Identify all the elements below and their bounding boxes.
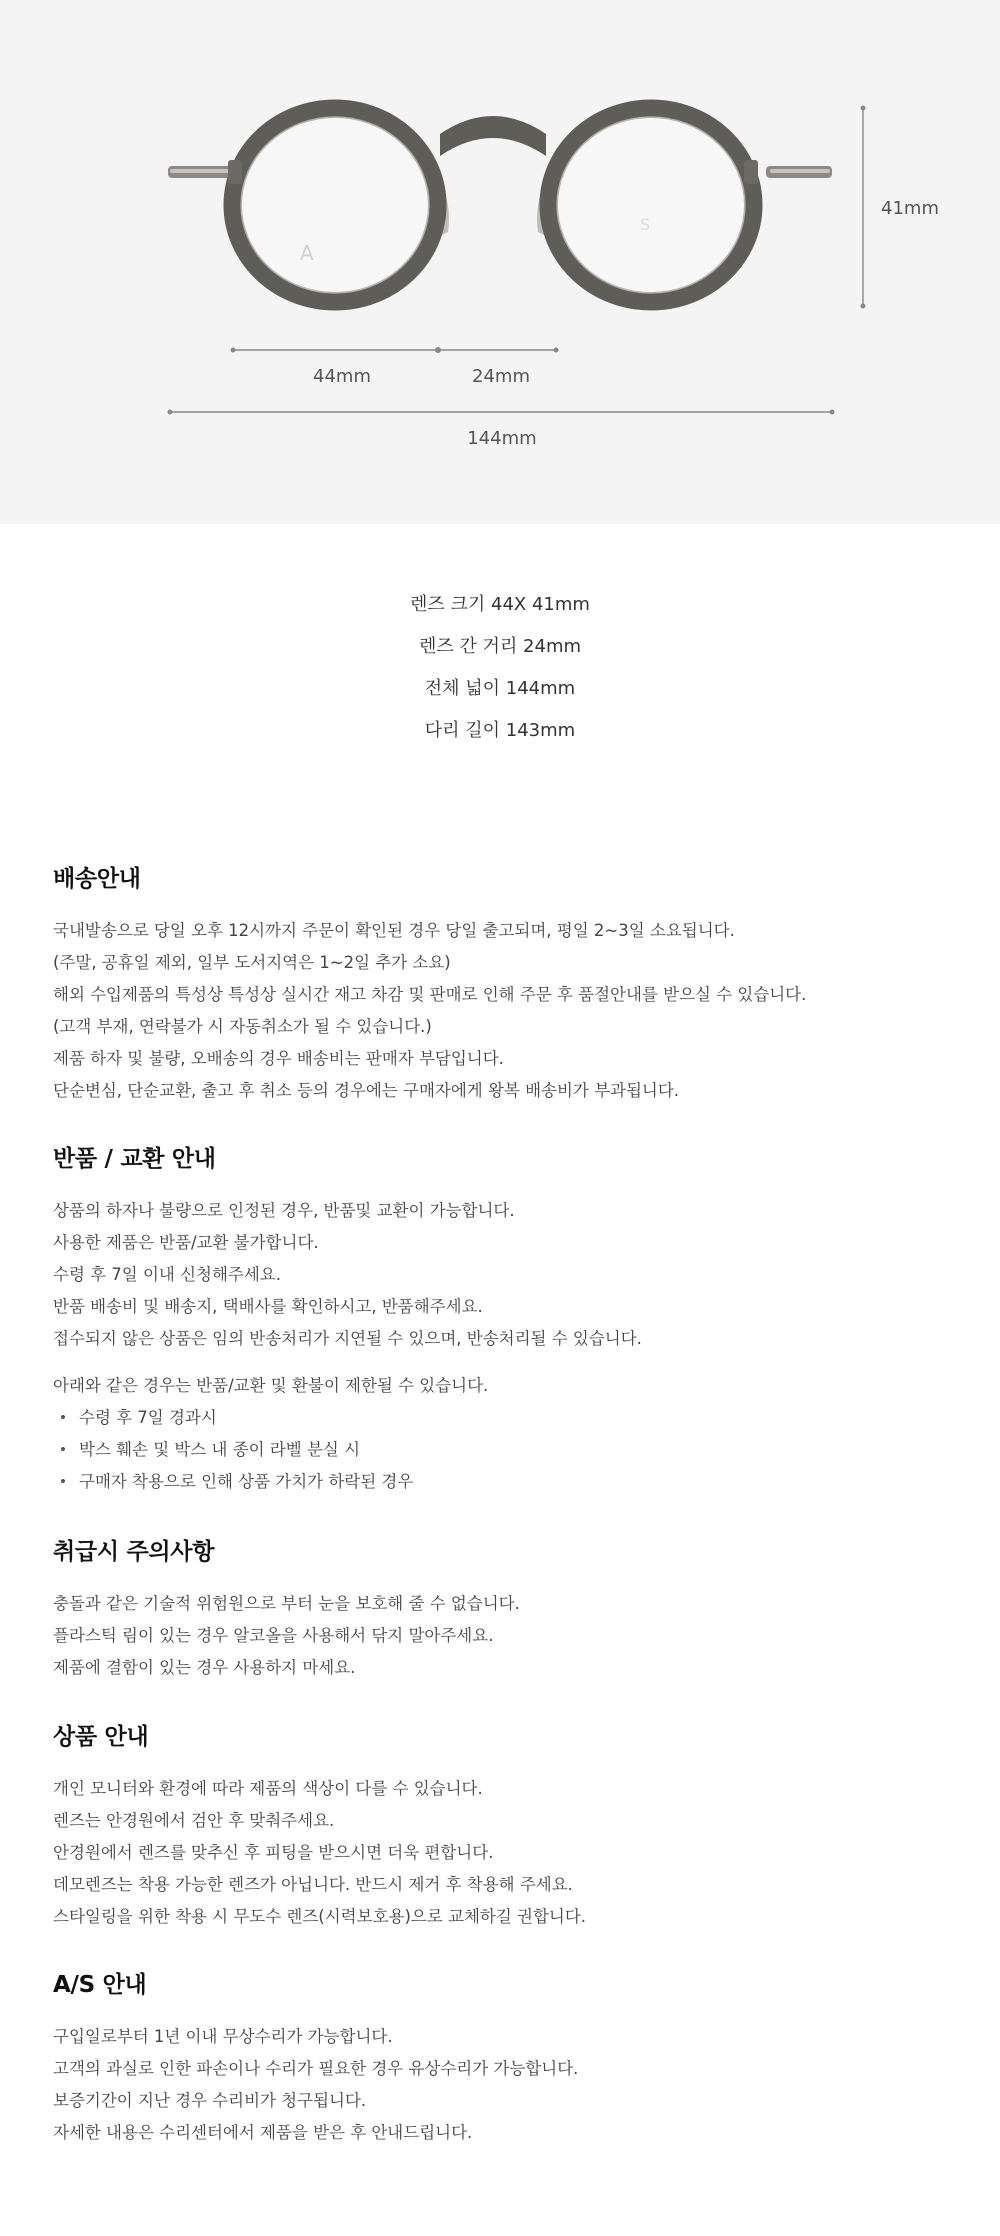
svg-text:S: S (640, 215, 651, 234)
section-title: 반품 / 교환 안내 (53, 1146, 216, 1172)
text-line: 개인 모니터와 환경에 따라 제품의 색상이 다를 수 있습니다. (53, 1779, 483, 1798)
restriction-item: 박스 훼손 및 박스 내 종이 라벨 분실 시 (53, 1434, 953, 1466)
bullet-icon (61, 1447, 65, 1451)
section-title: A/S 안내 (53, 1972, 147, 1998)
restriction-item: 수령 후 7일 경과시 (53, 1402, 953, 1434)
text-line: 충돌과 같은 기술적 위험원으로 부터 눈을 보호해 줄 수 없습니다. (53, 1594, 520, 1613)
text-line: 단순변심, 단순교환, 출고 후 취소 등의 경우에는 구매자에게 왕복 배송비가 부과됩니다. (53, 1081, 680, 1100)
restriction-intro: 아래와 같은 경우는 반품/교환 및 환불이 제한될 수 있습니다. (53, 1376, 489, 1395)
as-section (53, 1966, 953, 2149)
text-line: 반품 배송비 및 배송지, 택배사를 확인하시고, 반품해주세요. (53, 1297, 483, 1316)
text-line: 상품의 하자나 불량으로 인정된 경우, 반품및 교환이 가능합니다. (53, 1201, 515, 1220)
lens-left (232, 108, 438, 302)
text-line: 자세한 내용은 수리센터에서 제품을 받은 후 안내드립니다. (53, 2123, 473, 2142)
svg-text:A: A (300, 241, 314, 265)
height-dimension-label: 41mm (881, 198, 939, 219)
total-width-dimension-label: 144mm (467, 428, 537, 449)
text-line: 수령 후 7일 이내 신청해주세요. (53, 1265, 281, 1284)
text-line: (고객 부재, 연락불가 시 자동취소가 될 수 있습니다.) (53, 1017, 432, 1036)
text-line: 해외 수입제품의 특성상 특성상 실시간 재고 차감 및 판매로 인해 주문 후 품절안내를 받으실 수 있습니다. (53, 985, 807, 1004)
product-image-area (0, 0, 1000, 524)
section-title: 배송안내 (53, 866, 141, 892)
text-line: 국내발송으로 당일 오후 12시까지 주문이 확인된 경우 당일 출고되며, 평일 2~3일 소요됩니다. (53, 921, 735, 940)
bridge-dimension-label: 24mm (472, 366, 530, 387)
text-line: 사용한 제품은 반품/교환 불가합니다. (53, 1233, 319, 1252)
text-line: 접수되지 않은 상품은 임의 반송처리가 지연될 수 있으며, 반송처리될 수 있습니다. (53, 1329, 642, 1348)
spec-lens-size: 렌즈 크기 44X 41mm (410, 594, 590, 615)
bullet-icon (61, 1479, 65, 1483)
text-line: 데모렌즈는 착용 가능한 렌즈가 아닙니다. 반드시 제거 후 착용해 주세요. (53, 1875, 573, 1894)
text-line: 플라스틱 림이 있는 경우 알코올을 사용해서 닦지 말아주세요. (53, 1626, 494, 1645)
temple-right (766, 166, 832, 178)
section-title: 상품 안내 (53, 1724, 149, 1750)
handling-section (53, 1533, 953, 1684)
lens-right (548, 108, 754, 302)
text-line: 보증기간이 지난 경우 수리비가 청구됩니다. (53, 2091, 367, 2110)
text-line: 스타일링을 위한 착용 시 무도수 렌즈(시력보호용)으로 교체하길 권합니다. (53, 1907, 587, 1926)
temple-left (168, 166, 234, 178)
spec-temple-length: 다리 길이 143mm (424, 720, 576, 741)
text-line: (주말, 공휴일 제외, 일부 도서지역은 1~2일 추가 소요) (53, 953, 451, 972)
text-line: 고객의 과실로 인한 파손이나 수리가 필요한 경우 유상수리가 가능합니다. (53, 2059, 579, 2078)
product-info-section (53, 1718, 953, 1933)
shipping-section (53, 860, 953, 1107)
text-line: 안경원에서 렌즈를 맞추신 후 피팅을 받으시면 더욱 편합니다. (53, 1843, 494, 1862)
spec-total-width: 전체 넓이 144mm (424, 678, 576, 699)
bullet-icon (61, 1415, 65, 1419)
spec-bridge: 렌즈 간 거리 24mm (418, 636, 582, 657)
lens-width-dimension-label: 44mm (313, 366, 371, 387)
returns-section (53, 1140, 953, 1498)
section-title: 취급시 주의사항 (53, 1539, 215, 1565)
text-line: 렌즈는 안경원에서 검안 후 맞춰주세요. (53, 1811, 335, 1830)
text-line: 제품에 결함이 있는 경우 사용하지 마세요. (53, 1658, 356, 1677)
bridge (440, 116, 546, 156)
text-line: 제품 하자 및 불량, 오배송의 경우 배송비는 판매자 부담입니다. (53, 1049, 504, 1068)
restriction-item: 구매자 착용으로 인해 상품 가치가 하락된 경우 (53, 1466, 953, 1498)
text-line: 구입일로부터 1년 이내 무상수리가 가능합니다. (53, 2027, 393, 2046)
